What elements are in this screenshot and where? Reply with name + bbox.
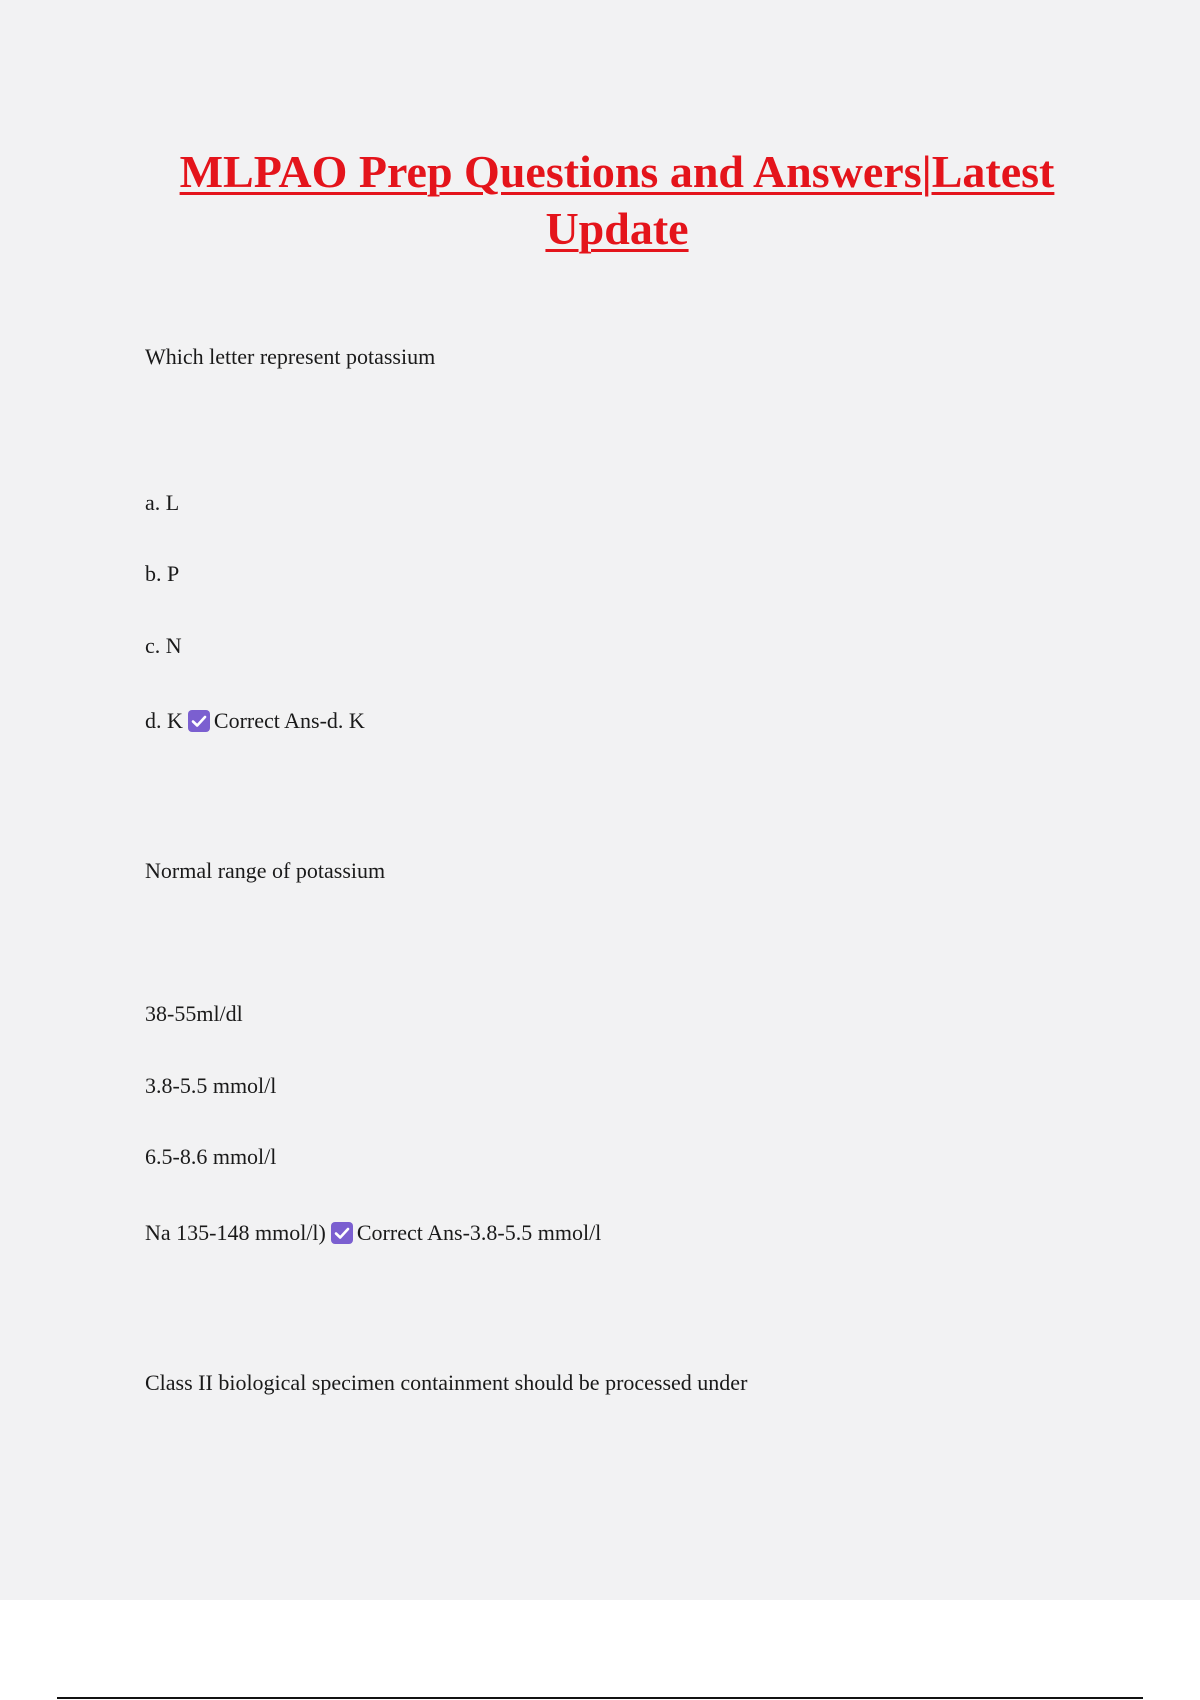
answer-option: 38-55ml/dl xyxy=(145,1001,243,1026)
page-divider xyxy=(57,1697,1143,1699)
correct-answer-text: Correct Ans-d. K xyxy=(213,708,365,733)
answer-option: a. L xyxy=(145,490,180,515)
answer-option: 3.8-5.5 mmol/l xyxy=(145,1073,277,1098)
checkbox-checked-icon xyxy=(187,709,211,733)
answer-option: b. P xyxy=(145,561,180,586)
answer-option: Na 135-148 mmol/l) xyxy=(145,1220,326,1245)
question-prompt: Which letter represent potassium xyxy=(145,344,436,369)
correct-answer-line xyxy=(145,707,365,735)
answer-option: c. N xyxy=(145,633,182,658)
question-prompt: Class II biological specimen containment should be processed under xyxy=(145,1370,748,1395)
correct-answer-text: Correct Ans-3.8-5.5 mmol/l xyxy=(356,1220,602,1245)
question-prompt: Normal range of potassium xyxy=(145,858,386,883)
document-title: MLPAO Prep Questions and Answers|Latest Update xyxy=(179,146,1055,254)
correct-answer-line xyxy=(145,1219,601,1247)
checkbox-checked-icon xyxy=(330,1221,354,1245)
answer-option: 6.5-8.6 mmol/l xyxy=(145,1144,277,1169)
answer-option: d. K xyxy=(145,708,183,733)
